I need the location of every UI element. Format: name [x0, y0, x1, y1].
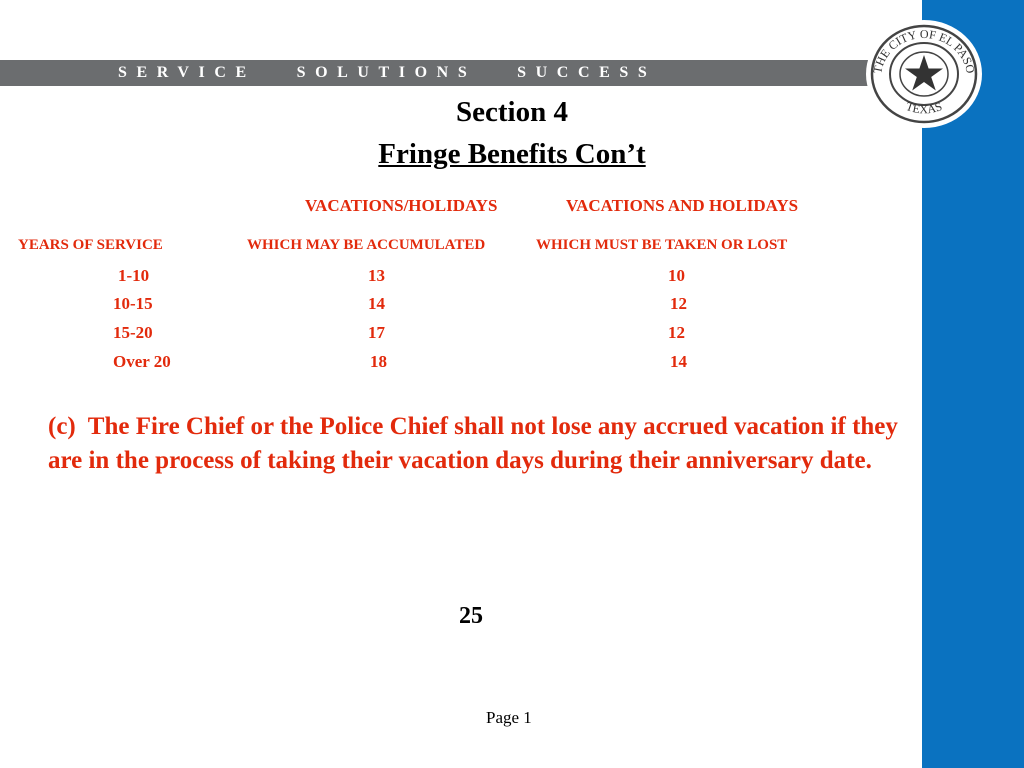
row-4-accumulated: 18	[370, 352, 387, 371]
slide-number: 25	[459, 603, 483, 629]
row-2-years: 10-15	[113, 294, 153, 313]
column-header-accumulated: WHICH MAY BE ACCUMULATED	[247, 237, 486, 253]
policy-paragraph: (c) The Fire Chief or the Police Chief shall not lose any accrued vacation if they are in the process of taking their vacation days during their anniversary date.	[48, 413, 905, 474]
row-3-taken: 12	[668, 323, 685, 342]
row-4-years: Over 20	[113, 352, 171, 371]
column-header-taken: WHICH MUST BE TAKEN OR LOST	[536, 237, 788, 253]
seal-bottom-text: TEXAS	[904, 99, 944, 117]
section-subtitle: Fringe Benefits Con’t	[378, 138, 646, 170]
row-4-taken: 14	[670, 352, 687, 371]
row-1-accumulated: 13	[368, 266, 385, 285]
page-label: Page 1	[486, 708, 532, 727]
row-3-years: 15-20	[113, 323, 153, 342]
row-2-accumulated: 14	[368, 294, 385, 313]
row-3-accumulated: 17	[368, 323, 385, 342]
row-2-taken: 12	[670, 294, 687, 313]
row-1-years: 1-10	[118, 266, 150, 285]
column-header-years: YEARS OF SERVICE	[18, 237, 163, 253]
group-header-taken: VACATIONS AND HOLIDAYS	[566, 196, 799, 215]
section-title: Section 4	[456, 96, 568, 128]
seal-top-text: THE CITY OF EL PASO	[870, 26, 978, 75]
group-header-accumulated: VACATIONS/HOLIDAYS	[305, 196, 498, 215]
row-1-taken: 10	[668, 266, 685, 285]
banner-slogan: SERVICE SOLUTIONS SUCCESS	[118, 64, 657, 81]
